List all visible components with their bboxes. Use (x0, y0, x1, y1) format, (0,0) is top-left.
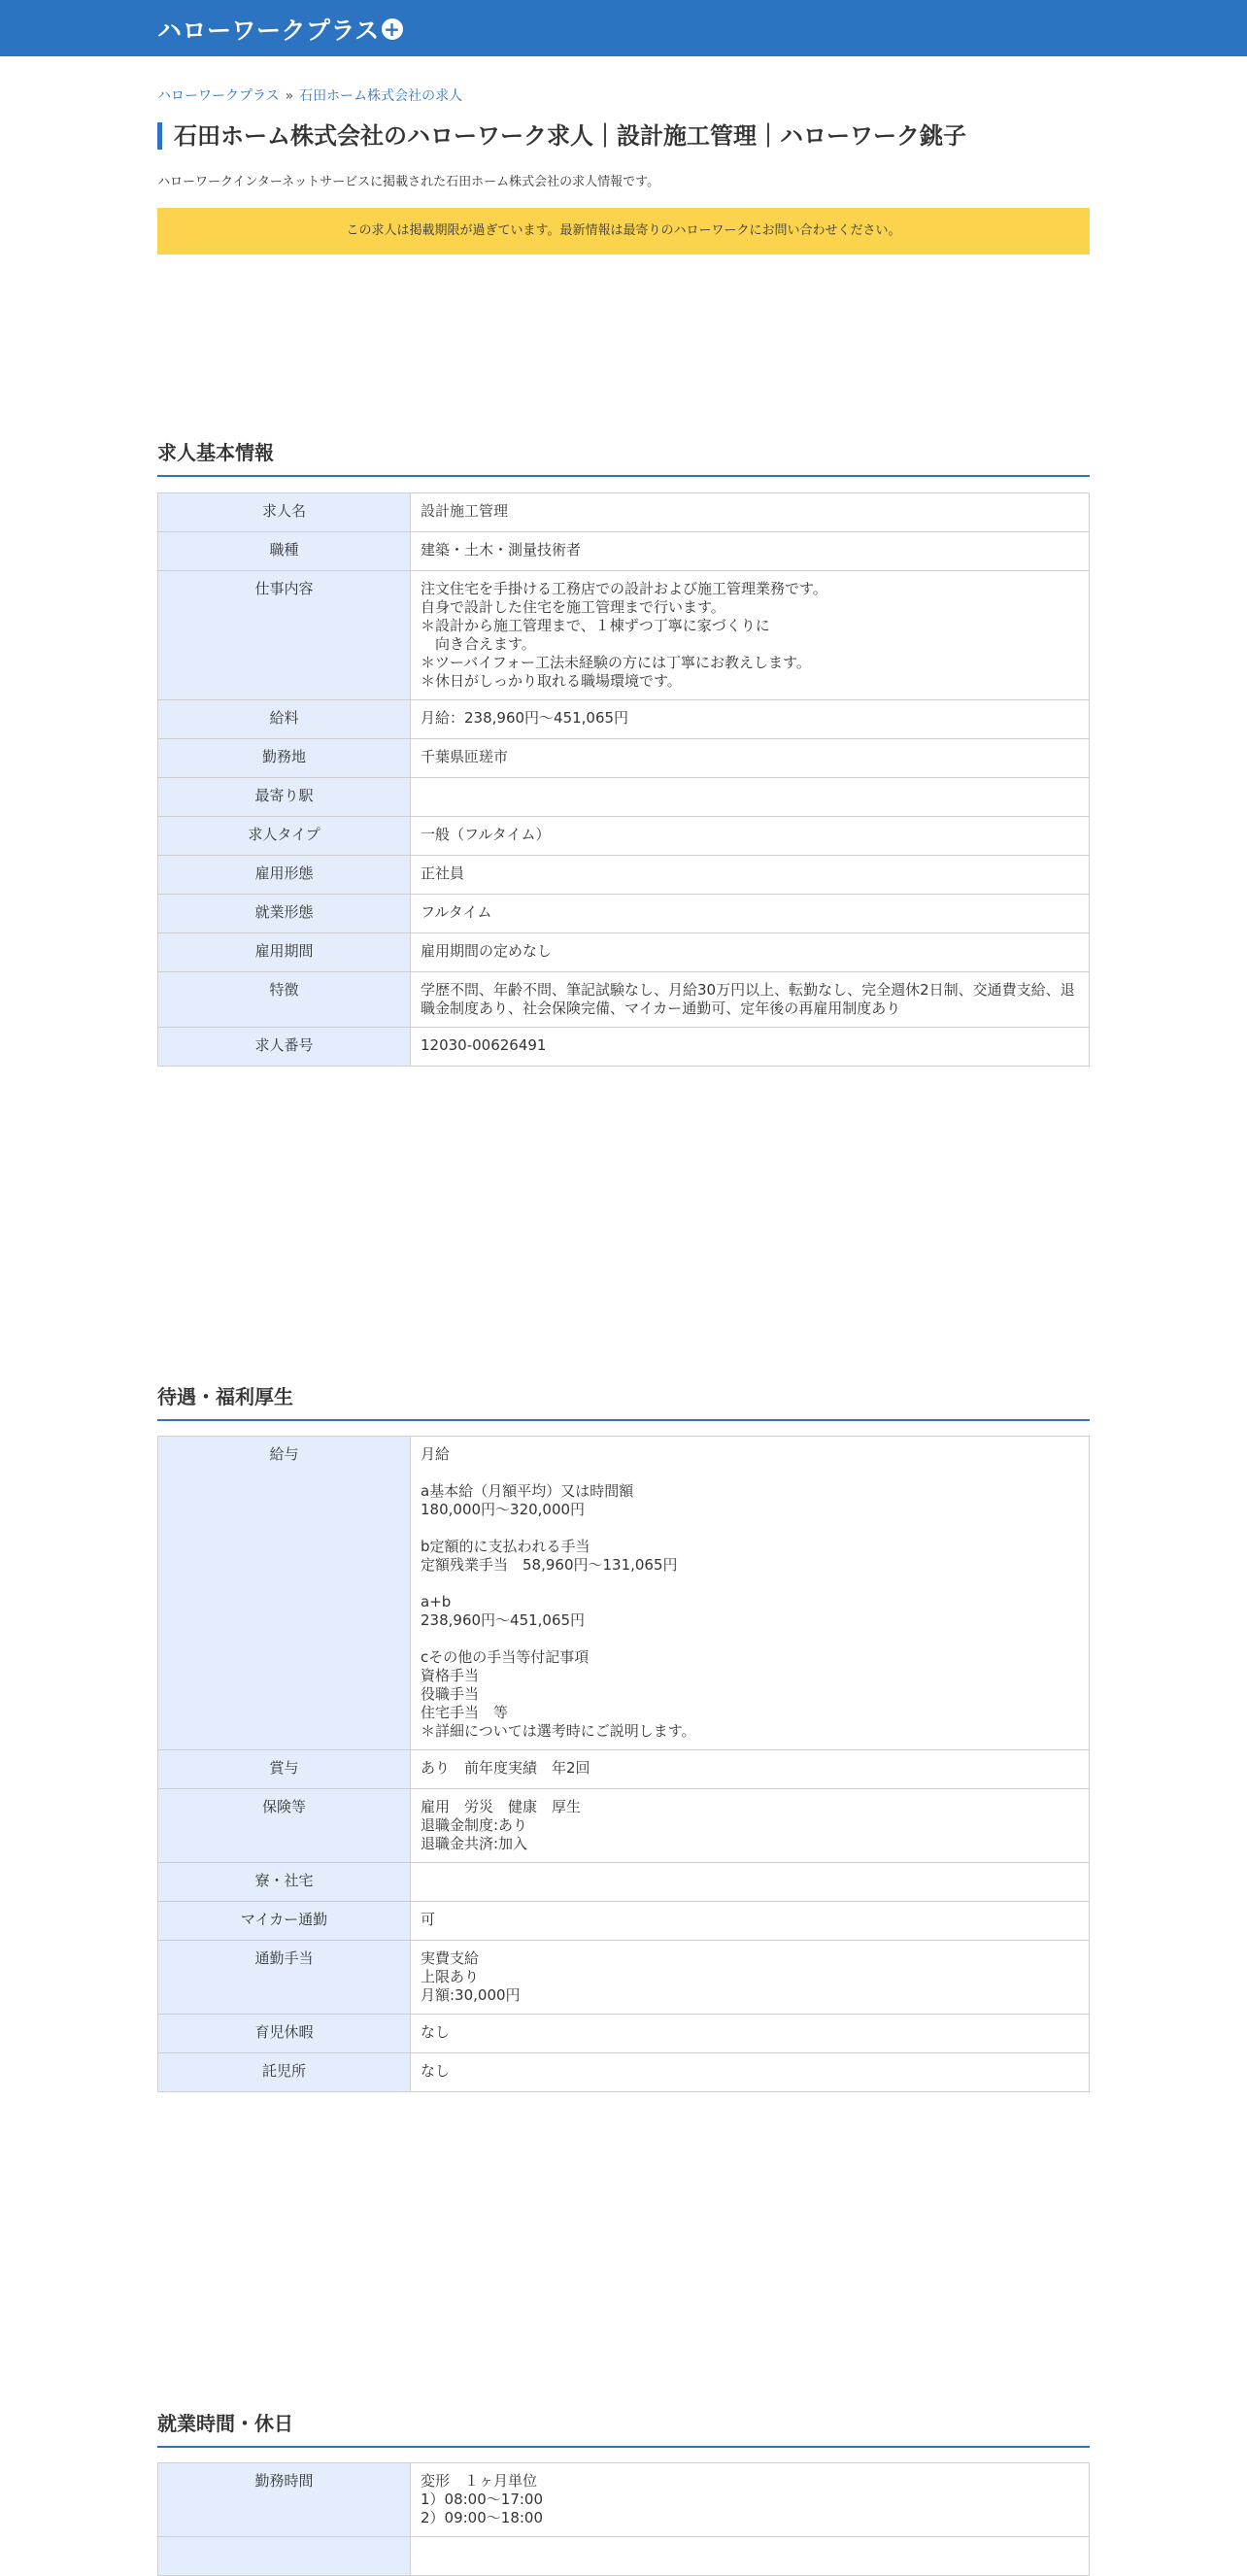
row-value: 注文住宅を手掛ける工務店での設計および施工管理業務です。 自身で設計した住宅を施工管理まで行います。 ＊設計から施工管理まで、１棟ずつ丁寧に家づくりに 向き合えます。 ＊ツーバイフォー工法未経験の方には丁寧にお教えします。 ＊休日がしっかり取れる職場環境です。 (411, 571, 1090, 700)
table-row (158, 1750, 1090, 1789)
row-label: 雇用期間 (158, 933, 411, 972)
logo-text[interactable]: ハローワークプラス (157, 17, 380, 45)
table-row (158, 895, 1090, 933)
row-label: 求人番号 (158, 1028, 411, 1067)
table-row (158, 1941, 1090, 2015)
row-label: 職種 (158, 532, 411, 571)
row-label: 雇用形態 (158, 856, 411, 895)
plus-circle-icon: + (382, 18, 403, 40)
row-value: 雇用 労災 健康 厚生 退職金制度:あり 退職金共済:加入 (411, 1789, 1090, 1863)
breadcrumb-separator: » (285, 88, 294, 104)
table-row (158, 1437, 1090, 1750)
table-row (158, 1863, 1090, 1902)
row-label: 保険等 (158, 1789, 411, 1863)
section-title-welfare: 待遇・福利厚生 (157, 1381, 1090, 1421)
row-value (411, 1863, 1090, 1902)
table-row (158, 1902, 1090, 1941)
table-row (158, 778, 1090, 817)
table-row (158, 817, 1090, 856)
row-value (411, 2537, 1090, 2576)
row-value: 雇用期間の定めなし (411, 933, 1090, 972)
row-label (158, 2537, 411, 2576)
row-value: 建築・土木・測量技術者 (411, 532, 1090, 571)
row-label: 給与 (158, 1437, 411, 1750)
table-row (158, 532, 1090, 571)
row-value: 実費支給 上限あり 月額:30,000円 (411, 1941, 1090, 2015)
row-label: 特徴 (158, 972, 411, 1028)
table-row (158, 571, 1090, 700)
row-value: 正社員 (411, 856, 1090, 895)
row-value: なし (411, 2053, 1090, 2092)
expired-notice-banner: この求人は掲載期限が過ぎています。最新情報は最寄りのハローワークにお問い合わせください。 (157, 208, 1090, 254)
row-label: 給料 (158, 700, 411, 739)
row-value: あり 前年度実績 年2回 (411, 1750, 1090, 1789)
row-value: 設計施工管理 (411, 493, 1090, 532)
row-label: 求人タイプ (158, 817, 411, 856)
row-value: 月給：238,960円～451,065円 (411, 700, 1090, 739)
site-logo[interactable] (157, 12, 403, 47)
table-row (158, 2537, 1090, 2576)
row-label: 勤務時間 (158, 2463, 411, 2537)
breadcrumb (157, 85, 462, 105)
table-row (158, 2015, 1090, 2053)
table-row (158, 739, 1090, 778)
row-label: 賞与 (158, 1750, 411, 1789)
row-label: 最寄り駅 (158, 778, 411, 817)
table-row (158, 2053, 1090, 2092)
row-value: フルタイム (411, 895, 1090, 933)
breadcrumb-current-link[interactable]: 石田ホーム株式会社の求人 (299, 88, 463, 104)
row-label: 勤務地 (158, 739, 411, 778)
row-label: 求人名 (158, 493, 411, 532)
row-value: なし (411, 2015, 1090, 2053)
row-value (411, 778, 1090, 817)
welfare-table (157, 1436, 1090, 2092)
row-value: 千葉県匝瑳市 (411, 739, 1090, 778)
section-title-hours: 就業時間・休日 (157, 2408, 1090, 2448)
page-lead-text: ハローワークインターネットサービスに掲載された石田ホーム株式会社の求人情報です。 (157, 175, 660, 189)
row-value: 可 (411, 1902, 1090, 1941)
table-row (158, 933, 1090, 972)
row-label: 仕事内容 (158, 571, 411, 700)
row-label: 託児所 (158, 2053, 411, 2092)
row-value: 12030-00626491 (411, 1028, 1090, 1067)
row-label: 育児休暇 (158, 2015, 411, 2053)
hours-table (157, 2462, 1090, 2576)
table-row (158, 700, 1090, 739)
breadcrumb-home-link[interactable]: ハローワークプラス (157, 88, 280, 104)
row-label: 通勤手当 (158, 1941, 411, 2015)
table-row (158, 493, 1090, 532)
row-label: 就業形態 (158, 895, 411, 933)
table-row (158, 1028, 1090, 1067)
row-label: マイカー通勤 (158, 1902, 411, 1941)
basic-info-table (157, 492, 1090, 1067)
row-value: 一般（フルタイム） (411, 817, 1090, 856)
row-value: 変形 １ヶ月単位 1）08:00～17:00 2）09:00～18:00 (411, 2463, 1090, 2537)
row-value: 月給 a基本給（月額平均）又は時間額 180,000円～320,000円 b定額的に支払われる手当 定額残業手当 58,960円～131,065円 a+b 238,960円～451,065円 cその他の手当等付記事項 資格手当 役職手当 住宅手当 等 ＊詳細については選考時にご説明します。 (411, 1437, 1090, 1750)
table-row (158, 1789, 1090, 1863)
page-title: 石田ホーム株式会社のハローワーク求人｜設計施工管理｜ハローワーク銚子 (157, 122, 966, 150)
row-value: 学歴不問、年齢不問、筆記試験なし、月給30万円以上、転勤なし、完全週休2日制、交通費支給、退職金制度あり、社会保険完備、マイカー通勤可、定年後の再雇用制度あり (411, 972, 1090, 1028)
row-label: 寮・社宅 (158, 1863, 411, 1902)
table-row (158, 856, 1090, 895)
table-row (158, 2463, 1090, 2537)
table-row (158, 972, 1090, 1028)
section-title-basic-info: 求人基本情報 (157, 437, 1090, 477)
site-header (0, 0, 1247, 56)
